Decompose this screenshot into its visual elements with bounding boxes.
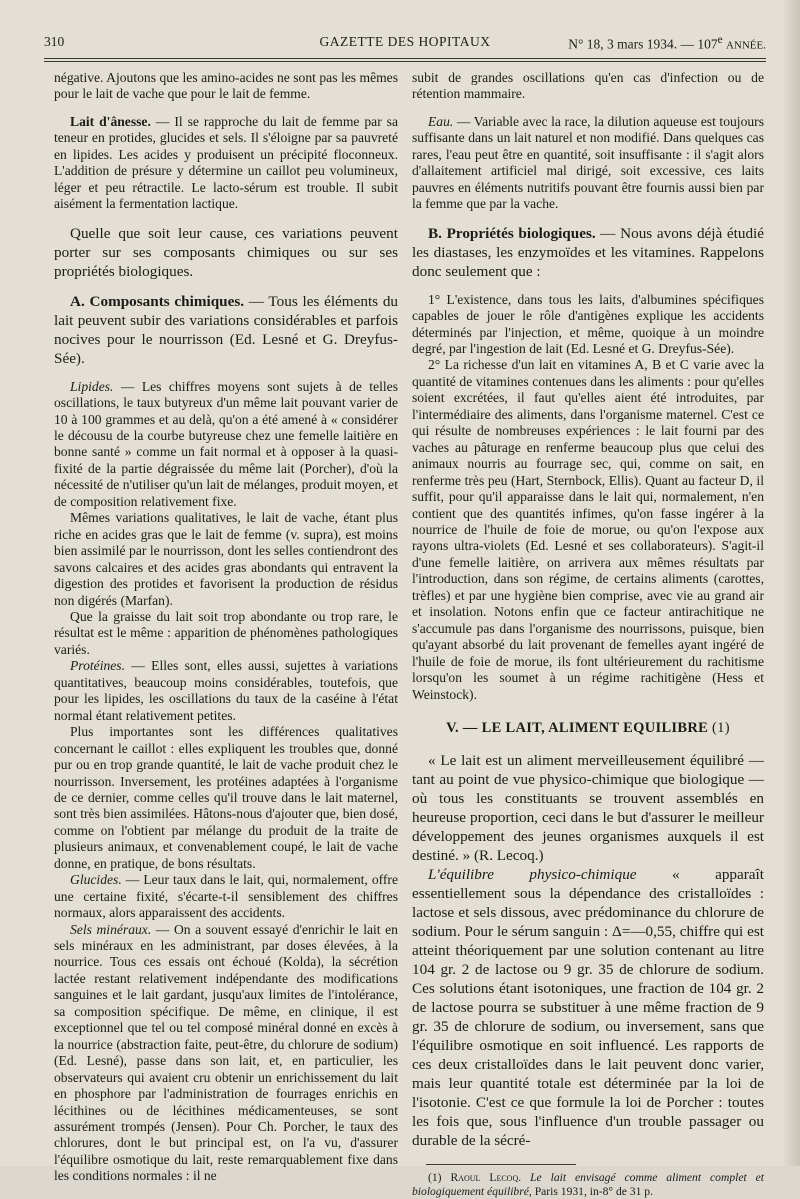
chapter-title-text: V. — LE LAIT, ALIMENT EQUILIBRE: [446, 719, 709, 736]
paragraph-heading: Eau.: [428, 113, 454, 129]
paragraph-eau: [412, 114, 764, 213]
footnote-title: Le lait envisagé comme aliment complet et biologiquement équilibré: [412, 1171, 765, 1199]
paragraph: négative. Ajoutons que les amino-acides ne sont pas les mêmes pour le lait de vache que pour le lait de femme.: [54, 70, 398, 102]
paragraph-composants: [54, 292, 398, 368]
paragraph-body: — Elles sont, elles aussi, sujettes à variations quantitatives, beaucoup moins considérables, toutefois, que pour les lipides, les oscillations du taux de la caséine à l'état normal étant relativement petites.: [54, 658, 398, 723]
footnote-number: (1): [428, 1171, 442, 1185]
paragraph: Que la graisse du lait soit trop abondante ou trop rare, le résultat est le même : apparition de phénomènes pathologiques variés.: [54, 608, 398, 657]
page-number: 310: [44, 34, 65, 49]
paragraph-heading: L'équilibre physico-chimique: [428, 866, 637, 884]
paragraph-proteines: [54, 658, 398, 724]
paragraph-quote: « Le lait est un aliment merveilleusement équilibré — tant au point de vue physico-chimique que biologique — où tous les constituants se trouvent assemblés en heureuse proportion, ceci dans le but d'assurer le meilleur développement des jeunes organismes auxquels il est destiné. » (R. Lecoq.): [412, 752, 764, 865]
paragraph-body: — Les chiffres moyens sont sujets à de telles oscillations, le taux butyreux d'un même lait pouvant varier de 10 à 100 grammes et au delà, qu'on a été amené à « considérer le décousu de la courbe butyreuse chez une femelle laitière en bonne santé » comme un fait normal et à opposer à la quasi-fixité de la partie dégraissée du même lait (Porcher), d'où la nécessité de n'utiliser qu'un lait de mélanges, produit moyen, et de composition relativement fixe.: [54, 378, 398, 509]
chapter-footnote-ref: (1): [712, 719, 730, 736]
section-heading: A. Composants chimiques.: [70, 292, 245, 310]
paragraph-body: — Nous avons déjà étudié les diastases, les enzymoïdes et les vitamines. Rappelons donc seulement que :: [412, 224, 764, 280]
paragraph: 1° L'existence, dans tous les laits, d'albumines spécifiques capables de jouer le rôle d'antigènes explique les accidents déterminés par l'injection, et même, quoique à un moindre degré, par l'ingestion de lait (Ed. Lesné et G. Dreyfus-Sée).: [412, 291, 764, 356]
paragraph-equilibre: [412, 865, 764, 1150]
left-column: [54, 70, 398, 1185]
footnote-rule: [426, 1164, 576, 1165]
page-header: [44, 30, 766, 56]
page-edge-shadow: [782, 0, 800, 1166]
journal-title: GAZETTE DES HOPITAUX: [319, 34, 491, 49]
footnote-author: Raoul Lecoq.: [450, 1171, 522, 1185]
paragraph: 2° La richesse d'un lait en vitamines A, B et C varie avec la quantité de vitamines contenues dans les aliments : pour qu'elles soient excrétées, il faut qu'elles aient été introduites, par l'intermédiaire des aliments, dans l'organisme maternel. C'est ce qui résulte de nombreuses expériences : le lait fourni par des vaches au pâturage en renferme beaucoup plus que celui des animaux nourris au fourrage sec, qui, comme on sait, en renferme très peu (Hart, Sternbock, Ellis). Quant au facteur D, il suffit, pour qu'il apparaisse dans le lait qui, normalement, n'en contient que des quantités infimes, qu'on fasse ingérer à la nourrice de l'huile de foie de morue, ou qu'on l'expose aux rayons ultra-violets (Ed. Lesné et ses collaborateurs). S'agit-il d'une femelle laitière, on arrivera aux mêmes résultats par l'introduction, dans son régime, de certains aliments (carottes, trèfles) et par une hygiène bien comprise, avec vie au grand air et insolation. Notons enfin que ce facteur antirachitique ne s'accumule pas dans l'organisme des nourrissons, puisque, bien qu'ayant absorbé du lait provenant de femelles ayant ingéré de l'huile de foie de morue, ils font ultérieurement du rachitisme lorsqu'on les soumet à un régime rachitigène (Hess et Weinstock).: [412, 357, 764, 702]
issue-suffix: e: [717, 34, 723, 46]
header-rule-bottom: [44, 61, 766, 62]
paragraph-sels-mineraux: [54, 922, 398, 1185]
paragraph-lipides: [54, 379, 398, 511]
right-column: [412, 70, 764, 1199]
footnote-rest: , Paris 1931, in-8° de 31 p.: [528, 1185, 653, 1199]
paragraph-body: — Variable avec la race, la dilution aqueuse est toujours suffisante dans un lait naturel et non modifié. Dans quelques cas rares, l'eau peut être en quantité, soit insuffisante : il s'agit alors d'allaitement artificiel mal dirigé, soit excessive, ces laits pauvres en éléments nutritifs pouvant être fournis aussi bien par la femme que par la vache.: [412, 113, 764, 212]
paragraph-heading: Lipides.: [70, 378, 114, 394]
section-heading: B. Propriétés biologiques.: [428, 224, 596, 242]
footnote: [412, 1171, 764, 1199]
issue-info: [568, 34, 766, 53]
paragraph-proprietes: [412, 224, 764, 281]
paragraph-body: — On a souvent essayé d'enrichir le lait en sels minéraux en les administrant, par doses élevées, à la nourrice. Tous ces essais ont échoué (Kolda), la sécrétion lactée restant relativement indépendante des modifications sanguines et le lait gardant, jusqu'aux limites de l'intolérance, sa composition spécifique. De même, en clinique, il est exceptionnel que tel ou tel composé minéral donné en excès à la nourrice (abstraction faite, peut-être, du chlorure de sodium) (Ed. Lesné), passe dans son lait, et, en particulier, les observateurs qui avaient cru obtenir un enrichissement du lait en phosphore par l'administration de fourrages enrichis en lécithines ou de lécithines médicamenteuses, se sont assurément trompés (Jensen). Pour Ch. Porcher, le taux des chlorures, dont le but principal est, on l'a vu, d'assurer l'équilibre osmotique du lait, reste remarquablement fixe dans les conditions normales : il ne: [54, 921, 398, 1184]
paragraph-heading: Lait d'ânesse.: [70, 113, 151, 129]
paragraph: subit de grandes oscillations qu'en cas d'infection ou de rétention mammaire.: [412, 70, 764, 102]
paragraph: Plus importantes sont les différences qualitatives concernant le caillot : elles expliquent les troubles que, donné pur ou en trop grande quantité, le lait de vache produit chez le nourrisson. Inversement, les protéines adaptées à l'organisme de ce dernier, comme celles qu'il trouve dans le lait maternel, sont très bien assimilées. Hâtons-nous d'ajouter que, bien dosé, comme on l'obtient par mélange du produit de la traite de plusieurs animaux, et convenablement coupé, le lait de vache donne, en pratique, de bons résultats.: [54, 724, 398, 871]
paragraph-body: — Leur taux dans le lait, qui, normalement, offre une certaine fixité, s'écarte-t-il sensiblement des chiffres normaux, alors apparaissent des accidents.: [54, 872, 398, 921]
paragraph-heading: Protéines.: [70, 658, 125, 674]
issue-text: N° 18, 3 mars 1934. — 107: [568, 36, 718, 52]
paragraph-lait-anesse: [54, 114, 398, 213]
chapter-title: [412, 720, 764, 736]
paragraph-body: « apparaît essentiellement sous la dépendance des cristalloïdes : lactose et sels dissous, avec prédominance du chlorure de sodium. Pour le sérum sanguin : Δ=—0,55, chiffre qui est atteint théoriquement par une solution contenant au litre 104 gr. 2 de lactose ou 9 gr. 35 de chlorure de sodium. Ces solutions étant isotoniques, une fraction de 104 gr. 2 de lactose pourra se substituer à une même fraction de 9 gr. 35 de chlorure de sodium, ou inversement, sans que l'équilibre osmotique en soit influencé. Les rapports de ces deux cristalloïdes dans le lait peuvent donc varier, mais leur quantité totale est déterminée par la loi de l'isotonie. C'est ce que formule la loi de Porcher : toutes les fois que, sous l'influence d'un trouble passager ou durable de la sécré-: [412, 866, 764, 1150]
paragraph-body: — Il se rapproche du lait de femme par sa teneur en protides, glucides et sels. Il s'éloigne par sa pauvreté en lipides. Les acides y produisent un précipité floconneux. L'addition de présure y détermine un caillot peu volumineux, léger et peu rétractile. Le lacto-sérum est trouble. Il subit aisément la fermentation lactique.: [54, 113, 399, 212]
paragraph-glucides: [54, 872, 398, 921]
issue-year-label: ANNÉE.: [725, 39, 766, 52]
paragraph-heading: Sels minéraux.: [70, 921, 152, 937]
paragraph-heading: Glucides.: [70, 872, 122, 888]
header-rule-top: [44, 58, 766, 59]
paragraph: Mêmes variations qualitatives, le lait de vache, étant plus riche en acides gras que le lait de femme (v. supra), est moins bien assimilé par le nourrisson, dont les selles contiendront des savons calcaires et des acides gras abondants qui entravent la digestion des protides et favorisent la production de résidus non digérés (Marfan).: [54, 510, 398, 608]
paragraph-intro: Quelle que soit leur cause, ces variations peuvent porter sur ses composants chimiques ou sur ses propriétés biologiques.: [54, 224, 398, 280]
paragraph-body: — Tous les éléments du lait peuvent subir des variations considérables et parfois nocives pour le nourrisson (Ed. Lesné et G. Dreyfus-Sée).: [54, 292, 399, 367]
